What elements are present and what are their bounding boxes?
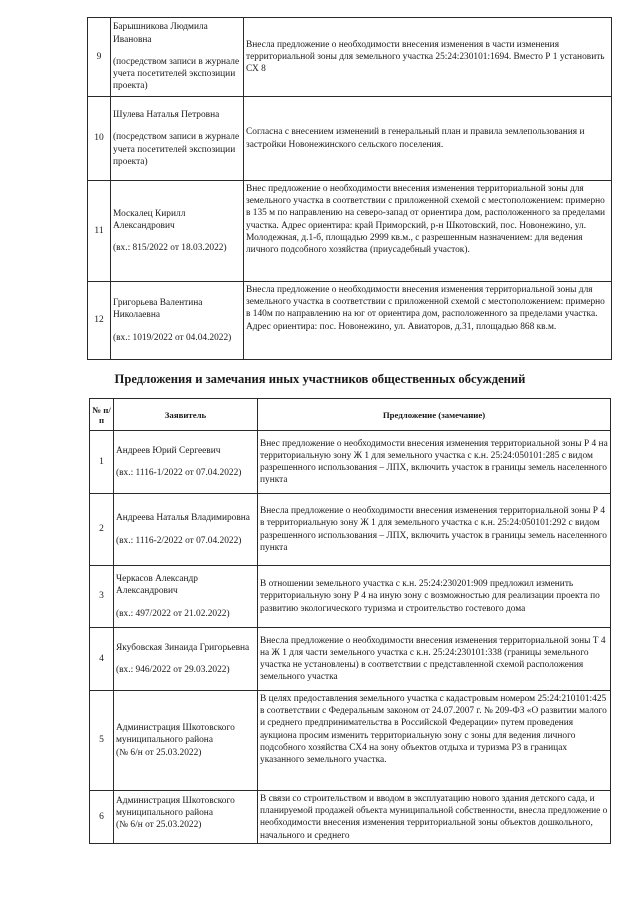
applicant-cell [114, 691, 258, 791]
header-proposal: Предложение (замечание) [258, 399, 611, 431]
other-participants-table [89, 398, 611, 844]
table-row [90, 431, 611, 494]
table-row [88, 18, 612, 97]
applicant-cell [111, 97, 244, 181]
applicant-cell [114, 494, 258, 566]
applicant-note: (вх.: 1019/2022 от 04.04.2022) [113, 332, 232, 343]
applicant-note: (№ 6/н от 25.03.2022) [116, 747, 202, 758]
row-number: 11 [88, 181, 111, 282]
table-row [90, 628, 611, 691]
applicant-name: Барышникова Людмила Ивановна [113, 22, 208, 45]
section-title: Предложения и замечания иных участников общественных обсуждений [114, 372, 526, 386]
applicant-cell [114, 791, 258, 844]
applicant-note: (вх.: 1116-1/2022 от 07.04.2022) [116, 468, 242, 478]
applicant-name: Администрация Шкотовского муниципального района [116, 796, 235, 819]
row-number: 3 [90, 566, 114, 628]
proposal-cell: В целях предоставления земельного участка с кадастровым номером 25:24:210101:425 в соответствии с Федеральным законом от 24.07.2007 г. № 209-ФЗ «О развитии малого и среднего предпринимательства в Российской Федерации» путем проведения аукциона просим изменить территориальную зону с зоны для ведения личного подсобного хозяйства СХ4 на зону объектов отдыха и туризма Р3 в границах указанного земельного участка. [258, 691, 611, 791]
applicant-name: Шулева Наталья Петровна [113, 110, 220, 121]
row-number: 12 [88, 282, 111, 360]
row-number: 5 [90, 691, 114, 791]
applicant-name: Якубовская Зинаида Григорьевна [116, 642, 250, 653]
proposal-cell: Внесла предложение о необходимости внесения изменения территориальной зоны Р 4 в территориальную зону Ж 1 для земельного участка с к.н. 25:24:050101:292 с видом разрешенного использования – ЛПХ, включить участок в границы земель населенного пункта [258, 494, 611, 566]
applicant-note: (посредством записи в журнале учета посетителей экспозиции проекта) [113, 132, 240, 167]
applicant-name: Андреев Юрий Сергеевич [116, 445, 221, 456]
applicant-name: Администрация Шкотовского муниципального района [116, 723, 235, 746]
applicant-name: Андреева Наталья Владимировна [116, 513, 250, 524]
applicant-note: (посредством записи в журнале учета посетителей экспозиции проекта) [113, 56, 240, 92]
applicant-note: (вх.: 946/2022 от 29.03.2022) [116, 665, 230, 675]
applicant-note: (вх.: 1116-2/2022 от 07.04.2022) [116, 535, 242, 546]
proposal-cell: Внесла предложение о необходимости внесения изменения в части изменения территориальной зоны для земельного участка 25:24:230101:1694. Вместо Р 1 установить СХ 8 [244, 18, 612, 97]
header-number: № п/п [90, 399, 114, 431]
applicant-name: Москалец Кирилл Александрович [113, 208, 186, 231]
table-row [90, 494, 611, 566]
row-number: 2 [90, 494, 114, 566]
table-header-row [90, 399, 611, 431]
applicant-name: Григорьева Валентина Николаевна [113, 298, 203, 321]
row-number: 4 [90, 628, 114, 691]
proposal-cell: В связи со строительством и вводом в эксплуатацию нового здания детского сада, и планируемой продажей объекта муниципальной собственности, внесла предложение о необходимости внесения изменения территориальной зоны объектов дошкольного, начального и среднего [258, 791, 611, 844]
row-number: 9 [88, 18, 111, 97]
applicant-cell [111, 18, 244, 97]
proposal-cell: Внес предложение о необходимости внесения изменения территориальной зоны Р 4 на территориальную зону Ж 1 для земельного участка с к.н. 25:24:050101:285 с видом разрешенного использования – ЛПХ, включить участок в границы земель населенного пункта [258, 431, 611, 494]
applicant-cell [111, 282, 244, 360]
applicant-cell [114, 566, 258, 628]
applicant-name: Черкасов Александр Александрович [116, 574, 198, 597]
applicant-cell [114, 628, 258, 691]
proposal-cell: Внесла предложение о необходимости внесения изменения территориальной зоны Т 4 на Ж 1 для части земельного участка с к.н. 25:24:230101:338 (границы земельного участка не установлены) в соответствии с представленной схемой расположения земельного участка [258, 628, 611, 691]
applicant-note: (вх.: 497/2022 от 21.02.2022) [116, 608, 230, 619]
table-row [90, 566, 611, 628]
applicant-cell [111, 181, 244, 282]
row-number: 10 [88, 97, 111, 181]
proposals-table-continued [87, 17, 612, 360]
table-row [90, 691, 611, 791]
proposal-cell: Внесла предложение о необходимости внесения изменения территориальной зоны для земельного участка в соответствии с приложенной схемой с местоположением: примерно в 140м по направлению на юг от ориентира дом, расположенного за пределами участка. Адрес ориентира: пос. Новонежино, ул. Авиаторов, д.31, площадью 868 кв.м. [244, 282, 612, 360]
row-number: 6 [90, 791, 114, 844]
applicant-note: (№ 6/н от 25.03.2022) [116, 820, 202, 831]
row-number: 1 [90, 431, 114, 494]
table-row [88, 181, 612, 282]
table-row [88, 97, 612, 181]
proposal-cell: Внес предложение о необходимости внесения изменения территориальной зоны для земельного участка в соответствии с приложенной схемой с местоположением: примерно в 135 м по направлению на северо-запад от ориентира дом, расположенного за пределами участка. Адрес ориентира: край Приморский, р-н Шкотовский, пос. Новонежино, ул. Молодежная, д.1-б, площадью 2999 кв.м., с разрешенным назначением: для ведения личного подсобного хозяйства (приусадебный участок). [244, 181, 612, 282]
header-applicant: Заявитель [114, 399, 258, 431]
proposal-cell: Согласна с внесением изменений в генеральный план и правила землепользования и застройки Новонежинского сельского поселения. [244, 97, 612, 181]
applicant-note: (вх.: 815/2022 от 18.03.2022) [113, 243, 227, 254]
table-row [88, 282, 612, 360]
proposal-cell: В отношении земельного участка с к.н. 25:24:230201:909 предложил изменить территориальную зону Р 4 на иную зону с возможностью для реализации проекта по развитию экологического туризма и строительство гостевого дома [258, 566, 611, 628]
table-row [90, 791, 611, 844]
applicant-cell [114, 431, 258, 494]
